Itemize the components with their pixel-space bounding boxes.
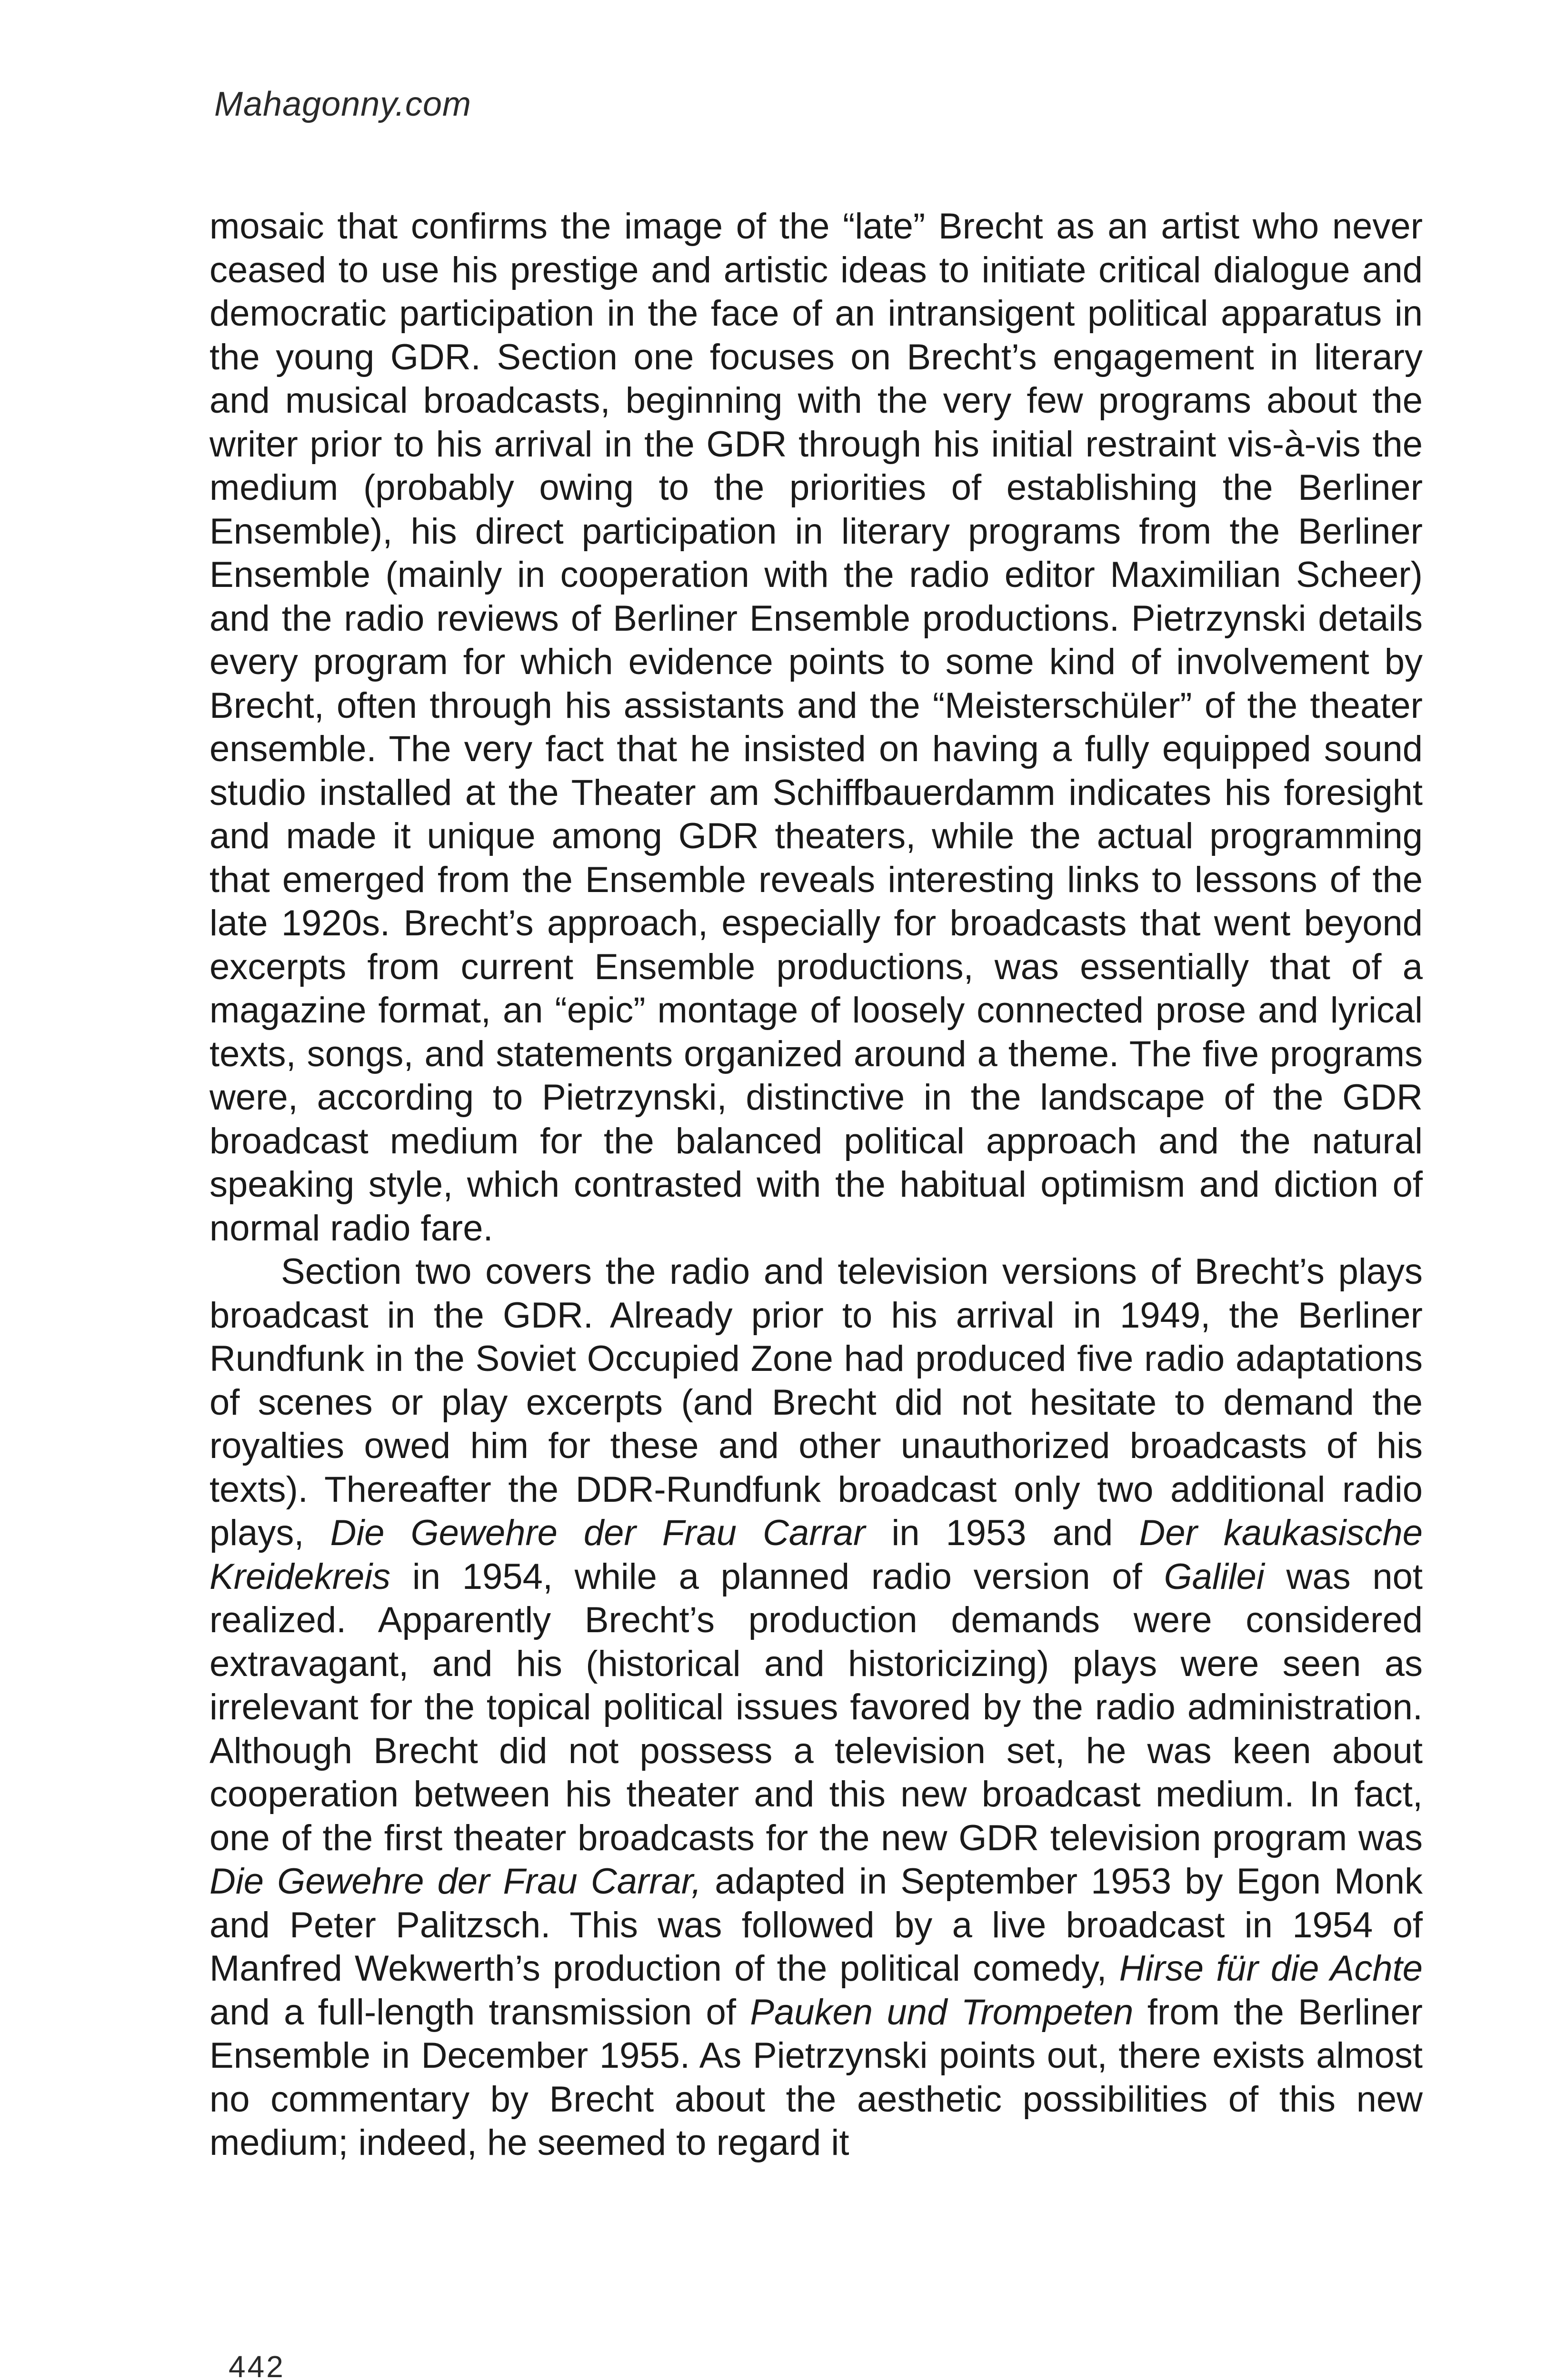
play-title: Der kaukasische Kreidekreis [209, 1513, 1423, 1597]
play-title: Pauken und Trompeten [750, 1992, 1134, 2033]
text-segment: and a full-length transmission of [209, 1992, 750, 2033]
paragraph-1: mosaic that confirms the image of the “late” Brecht as an artist who never ceased to use his prestige and artistic ideas to initiate critical dialogue and democratic participation in the face of an intransigent political apparatus in the young GDR. Section one focuses on Brecht’s engagement in literary and musical broadcasts, beginning with the very few programs about the writer prior to his arrival in the GDR through his initial restraint vis-à-vis the medium (probably owing to the priorities of establishing the Berliner Ensemble), his direct participation in literary programs from the Berliner Ensemble (mainly in cooperation with the radio editor Maximilian Scheer) and the radio reviews of Berliner Ensemble productions. Pietrzynski details every program for which evidence points to some kind of involvement by Brecht, often through his assistants and the “Meisterschüler” of the theater ensemble. The very fact that he insisted on having a fully equipped sound studio installed at the Theater am Schiffbauerdamm indicates his foresight and made it unique among GDR theaters, while the actual programming that emerged from the Ensemble reveals interesting links to lessons of the late 1920s. Brecht’s approach, especially for broadcasts that went beyond excerpts from current Ensemble productions, was essentially that of a magazine format, an “epic” montage of loosely connected prose and lyrical texts, songs, and statements organized around a theme. The five programs were, according to Pietrzynski, distinctive in the landscape of the GDR broadcast medium for the balanced political approach and the natural speaking style, which contrasted with the habitual optimism and diction of normal radio fare. [209, 206, 1423, 1249]
text-segment: in 1953 and [865, 1513, 1139, 1553]
play-title: Galilei [1164, 1556, 1265, 1597]
text-segment: Section two covers the radio and television versions of Brecht’s plays broadcast in the GDR. Already prior to his arrival in 1949, the Berliner Rundfunk in the Soviet Occupied Zone had produced five radio adaptations of scenes or play excerpts (and Brecht did not hesitate to demand the royalties owed him for these and other unauthorized broadcasts of his texts). Thereafter the DDR-Rundfunk broadcast only two additional radio plays, [209, 1251, 1423, 1553]
text-segment: was not realized. Apparently Brecht’s production demands were considered extravagant, and his (historical and historicizing) plays were seen as irrelevant for the topical political issues favored by the radio administration. Although Brecht did not possess a television set, he was keen about cooperation between his theater and this new broadcast medium. In fact, one of the first theater broadcasts for the new GDR television program was [209, 1556, 1423, 1858]
text-segment: in 1954, while a planned radio version of [390, 1556, 1164, 1597]
page-number: 442 [229, 2350, 285, 2380]
play-title: Hirse für die Achte [1119, 1948, 1423, 1989]
paragraph-2 [209, 1250, 1423, 2165]
body-text [209, 205, 1423, 2165]
play-title: Die Gewehre der Frau Carrar, [209, 1861, 702, 1902]
running-header: Mahagonny.com [214, 85, 471, 123]
text-segment: adapted in September 1953 by Egon Monk and Peter Palitzsch. This was followed by a live broadcast in 1954 of Manfred Wekwerth’s production of the political comedy, [209, 1861, 1423, 1989]
play-title: Die Gewehre der Frau Carrar [330, 1513, 866, 1553]
text-segment: from the Berliner Ensemble in December 1955. As Pietrzynski points out, there exists almost no commentary by Brecht about the aesthetic possibilities of this new medium; indeed, he seemed to regard it [209, 1992, 1423, 2163]
